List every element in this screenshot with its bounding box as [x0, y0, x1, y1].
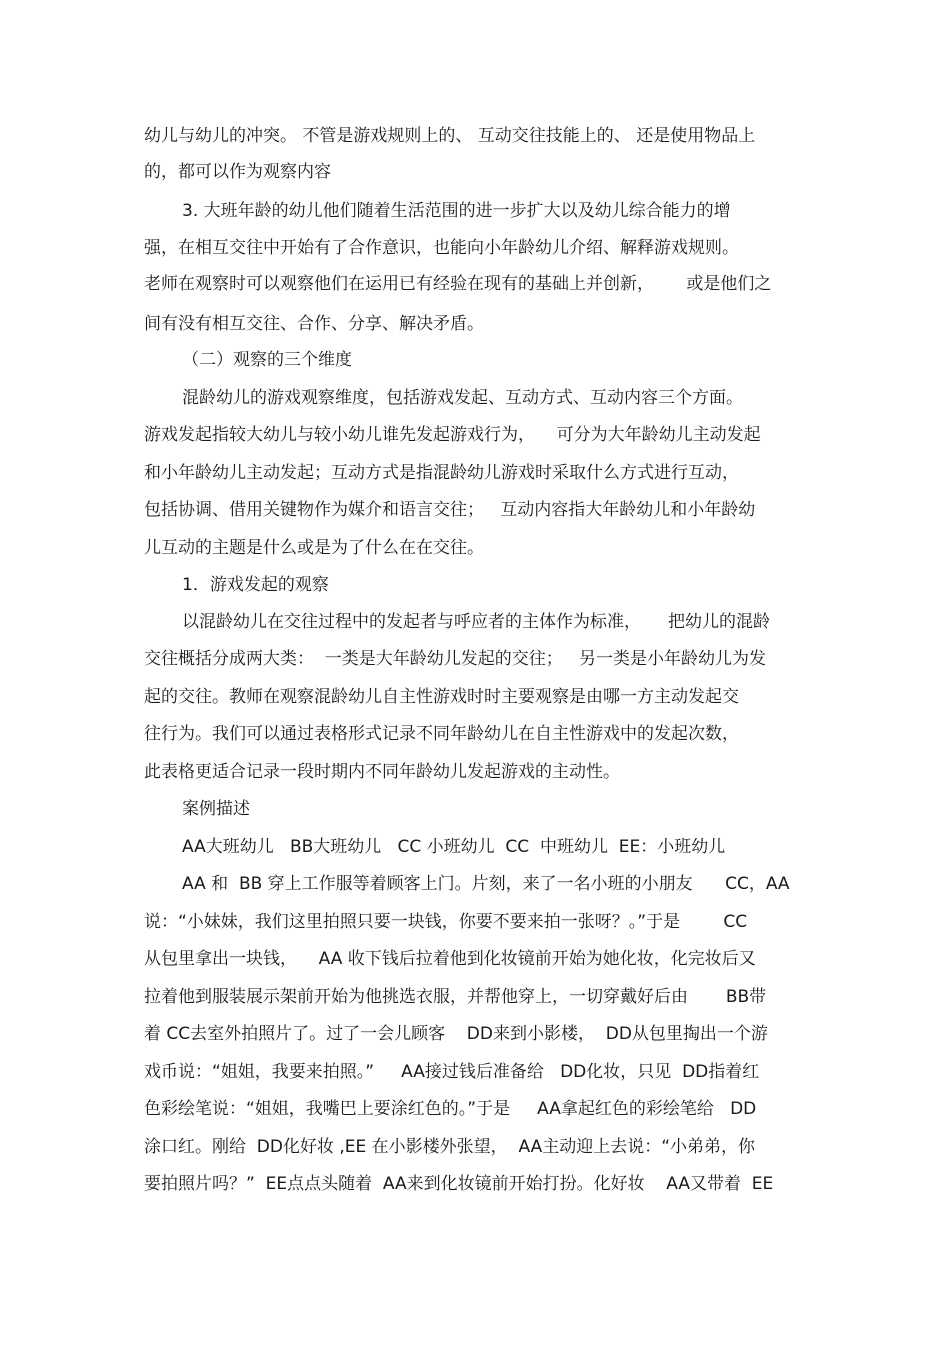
paragraph-line: 混龄幼儿的游戏观察维度，包括游戏发起、互动方式、互动内容三个方面。: [182, 388, 743, 408]
section-heading: （二）观察的三个维度: [182, 350, 352, 370]
paragraph-line: 以混龄幼儿在交往过程中的发起者与呼应者的主体作为标准， 把幼儿的混龄: [182, 612, 771, 632]
paragraph-line: 强，在相互交往中开始有了合作意识，也能向小年龄幼儿介绍、解释游戏规则。: [144, 238, 739, 258]
paragraph-line: 从包里拿出一块钱， AA 收下钱后拉着他到化妆镜前开始为她化妆，化完妆后又: [144, 949, 756, 969]
paragraph-line: 间有没有相互交往、合作、分享、解决矛盾。: [144, 314, 484, 334]
section-heading: 案例描述: [182, 799, 250, 819]
paragraph-line: 儿互动的主题是什么或是为了什么在在交往。: [144, 538, 484, 558]
paragraph-line: 游戏发起指较大幼儿与较小幼儿谁先发起游戏行为， 可分为大年龄幼儿主动发起: [144, 425, 761, 445]
paragraph-line: 往行为。我们可以通过表格形式记录不同年龄幼儿在自主性游戏中的发起次数，: [144, 724, 739, 744]
paragraph-line: 包括协调、借用关键物作为媒介和语言交往； 互动内容指大年龄幼儿和小年龄幼: [144, 500, 756, 520]
paragraph-line: AA大班幼儿 BB大班幼儿 CC 小班幼儿 CC 中班幼儿 EE：小班幼儿: [182, 837, 726, 857]
paragraph-line: 色彩绘笔说：“姐姐，我嘴巴上要涂红色的。”于是 AA拿起红色的彩绘笔给 DD: [144, 1099, 757, 1119]
paragraph-line: 说：“小妹妹，我们这里拍照只要一块钱，你要不要来拍一张呀？。”于是 CC: [144, 912, 748, 932]
paragraph-line: 交往概括分成两大类： 一类是大年龄幼儿发起的交往； 另一类是小年龄幼儿为发: [144, 649, 767, 669]
paragraph-line: 幼儿与幼儿的冲突。 不管是游戏规则上的、 互动交往技能上的、 还是使用物品上: [144, 126, 756, 146]
paragraph-line: 的，都可以作为观察内容: [144, 162, 331, 182]
section-heading: 1．游戏发起的观察: [182, 575, 329, 595]
paragraph-line: 此表格更适合记录一段时期内不同年龄幼儿发起游戏的主动性。: [144, 762, 620, 782]
paragraph-line: 起的交往。教师在观察混龄幼儿自主性游戏时时主要观察是由哪一方主动发起交: [144, 687, 739, 707]
paragraph-line: 戏币说：“姐姐，我要来拍照。” AA接过钱后准备给 DD化妆，只见 DD指着红: [144, 1062, 760, 1082]
paragraph-line: 3. 大班年龄的幼儿他们随着生活范围的进一步扩大以及幼儿综合能力的增: [182, 201, 731, 221]
paragraph-line: 和小年龄幼儿主动发起；互动方式是指混龄幼儿游戏时采取什么方式进行互动，: [144, 463, 739, 483]
paragraph-line: AA 和 BB 穿上工作服等着顾客上门。片刻，来了一名小班的小朋友 CC，AA: [182, 874, 790, 894]
paragraph-line: 涂口红。刚给 DD化好妆 ,EE 在小影楼外张望， AA主动迎上去说：“小弟弟，你: [144, 1137, 756, 1157]
paragraph-line: 拉着他到服装展示架前开始为他挑选衣服，并帮他穿上，一切穿戴好后由 BB带: [144, 987, 767, 1007]
paragraph-line: 老师在观察时可以观察他们在运用已有经验在现有的基础上并创新， 或是他们之: [144, 274, 772, 294]
paragraph-line: 着 CC去室外拍照片了。过了一会儿顾客 DD来到小影楼， DD从包里掏出一个游: [144, 1024, 768, 1044]
paragraph-line: 要拍照片吗？” EE点点头随着 AA来到化妆镜前开始打扮。化好妆 AA又带着 EE: [144, 1174, 774, 1194]
